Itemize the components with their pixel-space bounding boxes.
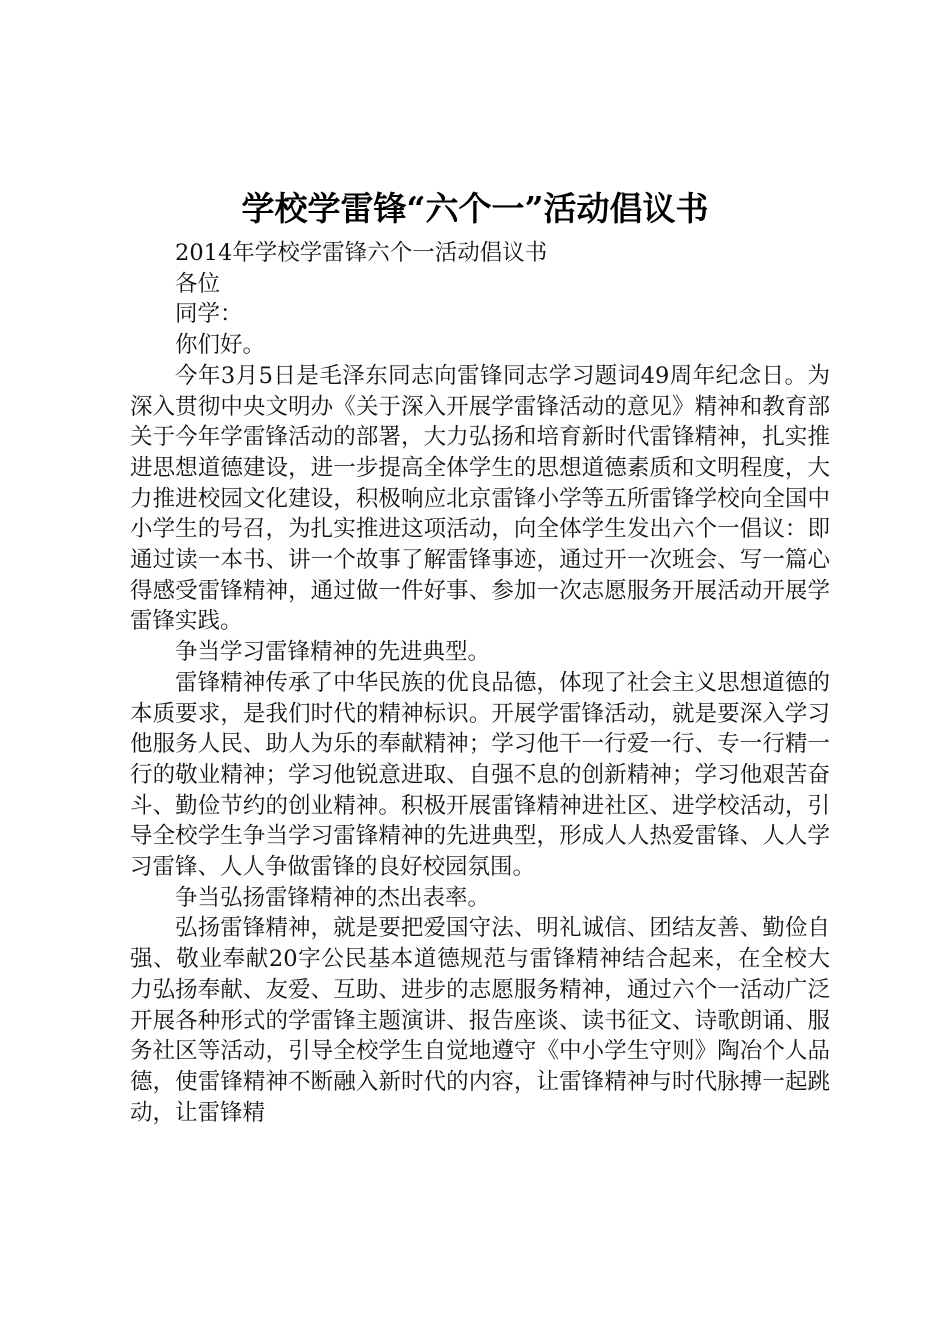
section-paragraph-2: 弘扬雷锋精神，就是要把爱国守法、明礼诚信、团结友善、勤俭自强、敬业奉献20字公民基本道德规范与雷锋精神结合起来，在全校大力弘扬奉献、友爱、互助、进步的志愿服务精神，通过六个一活动广泛开展各种形式的学雷锋主题演讲、报告座谈、读书征文、诗歌朗诵、服务社区等活动，引导全校学生自觉地遵守《中小学生守则》陶冶个人品德，使雷锋精神不断融入新时代的内容，让雷锋精神与时代脉搏一起跳动，让雷锋精 — [130, 915, 830, 1126]
salutation-line-1: 各位 — [175, 270, 221, 297]
section-paragraph-1: 雷锋精神传承了中华民族的优良品德，体现了社会主义思想道德的本质要求，是我们时代的精神标识。开展学雷锋活动，就是要深入学习他服务人民、助人为乐的奉献精神；学习他干一行爱一行、专一行精一行的敬业精神；学习他锐意进取、自强不息的创新精神；学习他艰苦奋斗、勤俭节约的创业精神。积极开展雷锋精神进社区、进学校活动，引导全校学生争当学习雷锋精神的先进典型，形成人人热爱雷锋、人人学习雷锋、人人争做雷锋的良好校园氛围。 — [130, 669, 830, 881]
salutation-line-2: 同学： — [175, 301, 243, 328]
intro-paragraph: 今年3月5日是毛泽东同志向雷锋同志学习题词49周年纪念日。为深入贯彻中央文明办《关于深入开展学雷锋活动的意见》精神和教育部关于今年学雷锋活动的部署，大力弘扬和培育新时代雷锋精神，扎实推进思想道德建设，进一步提高全体学生的思想道德素质和文明程度，大力推进校园文化建设，积极响应北京雷锋小学等五所雷锋学校向全国中小学生的号召，为扎实推进这项活动，向全体学生发出六个一倡议：即通过读一本书、讲一个故事了解雷锋事迹，通过开一次班会、写一篇心得感受雷锋精神，通过做一件好事、参加一次志愿服务开展活动开展学雷锋实践。 — [130, 362, 830, 635]
section-heading-2: 争当弘扬雷锋精神的杰出表率。 — [175, 884, 491, 911]
document-body — [130, 238, 830, 1128]
section-heading-1: 争当学习雷锋精神的先进典型。 — [175, 639, 491, 666]
doc-heading-line: 2014年学校学雷锋六个一活动倡议书 — [175, 240, 548, 266]
greeting-line: 你们好。 — [175, 332, 266, 359]
document-title: 学校学雷锋“六个一”活动倡议书 — [241, 189, 709, 228]
